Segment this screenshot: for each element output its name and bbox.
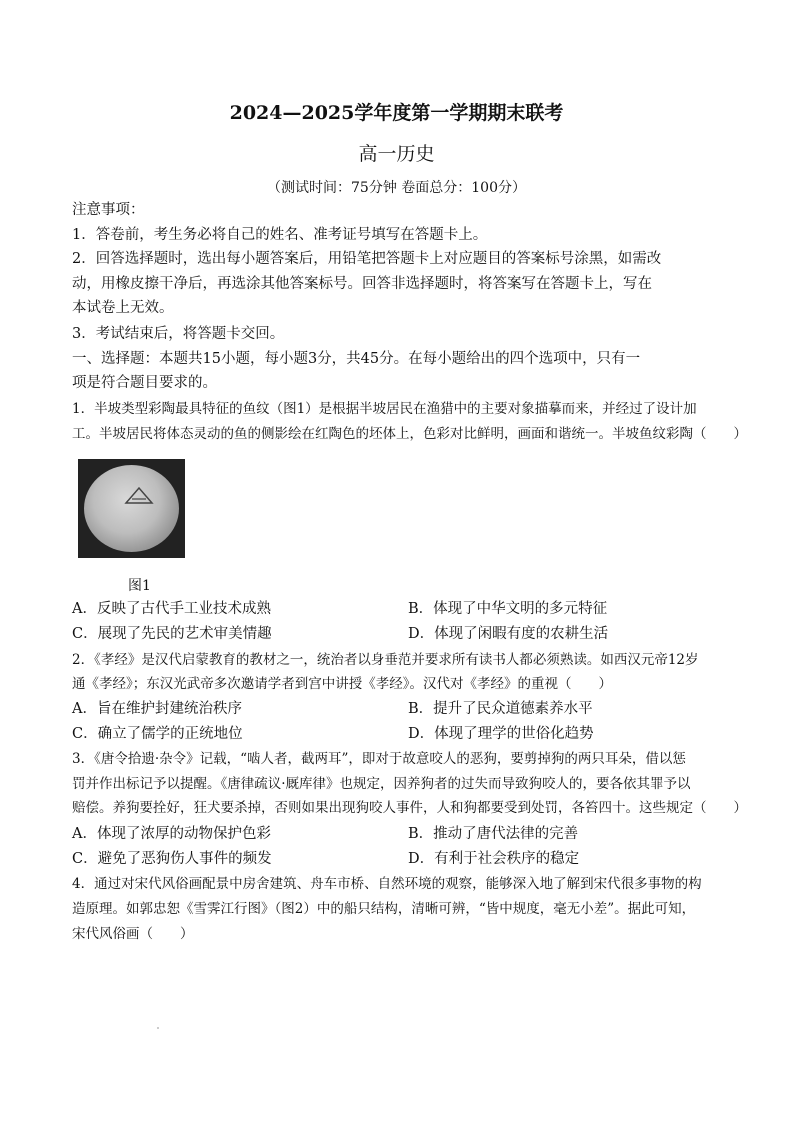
q2-option-a: A．旨在维护封建统治秩序 [72,701,242,717]
q3-option-c: C．避免了恶狗伤人事件的频发 [72,851,272,867]
q1-option-a: A．反映了古代手工业技术成熟 [72,601,271,617]
figure-1-image [78,459,185,558]
q2-option-d: D．体现了理学的世俗化趋势 [408,726,594,742]
note-line: 1．答卷前，考生务必将自己的姓名、准考证号填写在答题卡上。 [72,227,488,243]
q3-stem: 罚并作出标记予以提醒。《唐律疏议·厩库律》也规定，因养狗者的过失而导致狗咬人的，要各依其罪予以 [72,776,691,792]
q3-stem: 3．《唐令拾遗·杂令》记载，“啮人者，截两耳”，即对于故意咬人的恶狗，要剪掉狗的两只耳朵，借以惩 [72,751,686,767]
note-line: 本试卷上无效。 [72,300,174,316]
q2-stem: 2．《孝经》是汉代启蒙教育的教材之一，统治者以身垂范并要求所有读书人都必须熟读。如西汉元帝12岁 [72,652,699,668]
q3-option-b: B．推动了唐代法律的完善 [408,826,579,842]
section-heading: 一、选择题：本题共15小题，每小题3分，共45分。在每小题给出的四个选项中，只有一 [72,351,641,367]
subject-title: 高一历史 [358,143,435,165]
q4-stem: 宋代风俗画（ ） [72,926,194,942]
fish-pattern-icon [124,485,154,505]
note-line: 动，用橡皮擦干净后，再选涂其他答案标号。回答非选择题时，将答案写在答题卡上，写在 [72,276,652,292]
q2-option-b: B．提升了民众道德素养水平 [408,701,593,717]
painted-pottery-bowl [84,465,179,552]
figure-1-caption: 图1 [128,578,151,594]
note-line: 2．回答选择题时，选出每小题答案后，用铅笔把答题卡上对应题目的答案标号涂黑，如需改 [72,251,662,267]
q1-option-d: D．体现了闲暇有度的农耕生活 [408,626,609,642]
q3-option-a: A．体现了浓厚的动物保护色彩 [72,826,271,842]
section-heading-cont: 项是符合题目要求的。 [72,375,217,391]
q3-option-d: D．有利于社会秩序的稳定 [408,851,580,867]
q1-stem: 1．半坡类型彩陶最具特征的鱼纹（图1）是根据半坡居民在渔猎中的主要对象描摹而来，并经过了设计加 [72,401,697,417]
q3-stem: 赔偿。养狗要拴好，狂犬要杀掉，否则如果出现狗咬人事件，人和狗都要受到处罚，各笞四十。这些规定（ ） [72,800,747,816]
scan-speck [157,1027,159,1029]
q1-option-c: C．展现了先民的艺术审美情趣 [72,626,272,642]
exam-info: （测试时间：75分钟 卷面总分：100分） [267,180,526,196]
q2-option-c: C．确立了儒学的正统地位 [72,726,243,742]
page-title: 2024—2025学年度第一学期期末联考 [229,102,564,124]
q4-stem: 4．通过对宋代风俗画配景中房舍建筑、舟车市桥、自然环境的观察，能够深入地了解到宋代很多事物的构 [72,876,702,892]
notes-heading: 注意事项： [72,202,145,218]
q2-stem: 通《孝经》；东汉光武帝多次邀请学者到宫中讲授《孝经》。汉代对《孝经》的重视（ ） [72,676,612,692]
q1-option-b: B．体现了中华文明的多元特征 [408,601,608,617]
q1-stem: 工。半坡居民将体态灵动的鱼的侧影绘在红陶色的坯体上，色彩对比鲜明，画面和谐统一。半坡鱼纹彩陶（ ） [72,426,747,442]
note-line: 3．考试结束后，将答题卡交回。 [72,326,285,342]
q4-stem: 造原理。如郭忠恕《雪霁江行图》（图2）中的船只结构，清晰可辨，“皆中规度，毫无小差”。据此可知， [72,901,696,917]
